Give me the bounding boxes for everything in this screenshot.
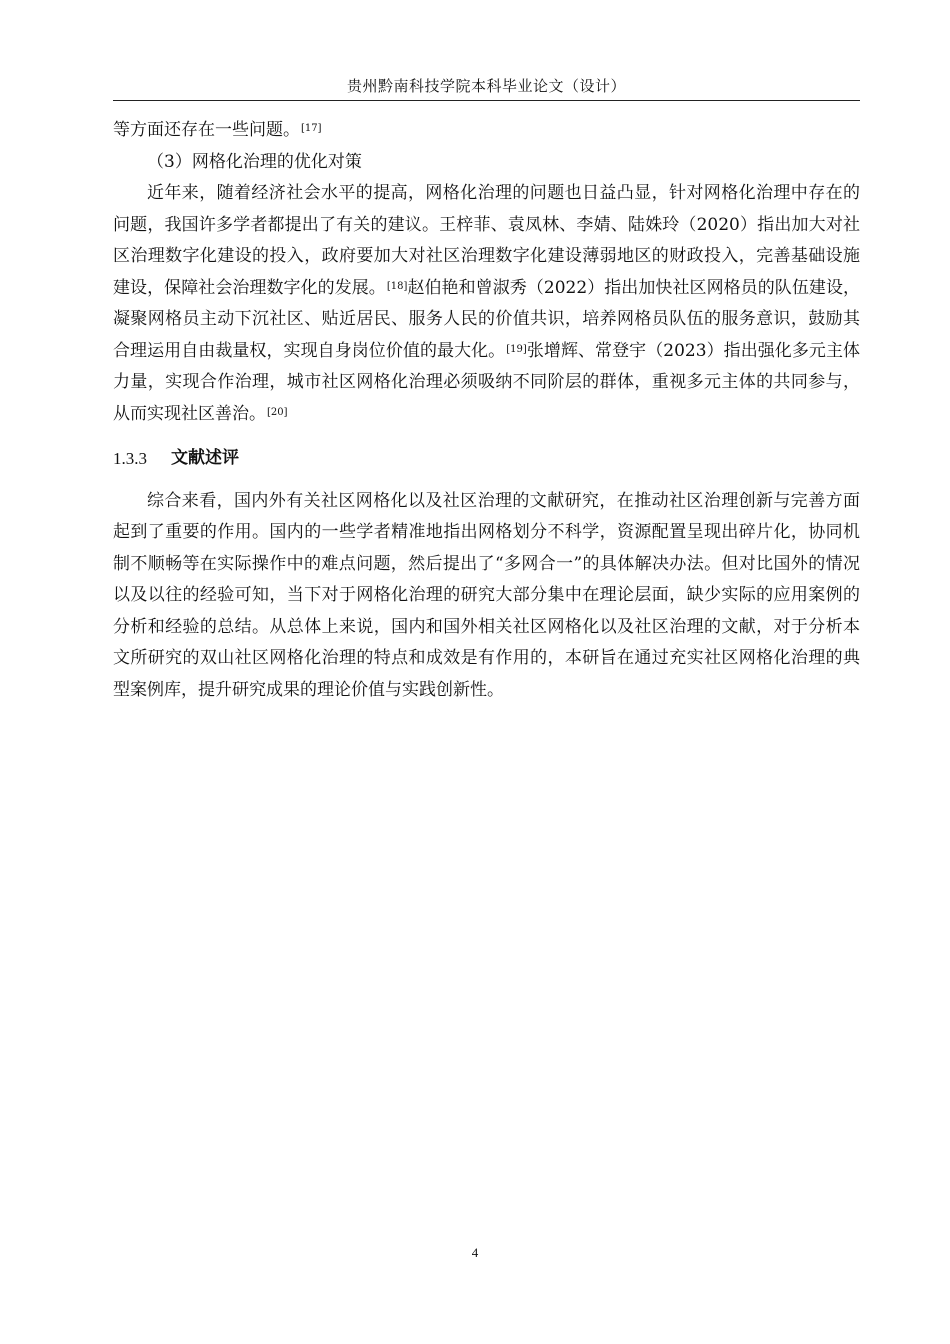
paragraph-optimization [113, 178, 860, 430]
paragraph-text-a: 近年来，随着经济社会水平的提高，网格化治理的问题也日益凸显，针对网格化治理中存在的问题，我国许多学者都提出了有关的建议。王梓菲、袁凤林、李婧、陆姝玲（2020）指出加大对社区治理数字化建设的投入，政府要加大对社区治理数字化建设薄弱地区的财政投入，完善基础设施建设，保障社会治理数字化的发展。 [113, 183, 860, 298]
subheading-text: （3）网格化治理的优化对策 [147, 151, 362, 172]
running-header [113, 74, 860, 101]
header-title: 贵州黔南科技学院本科毕业论文（设计） [346, 77, 626, 95]
citation-20: [20] [267, 406, 288, 418]
section-title: 文献述评 [171, 448, 239, 468]
citation-19: [19] [506, 343, 527, 355]
paragraph-text: 综合来看，国内外有关社区网格化以及社区治理的文献研究，在推动社区治理创新与完善方面起到了重要的作用。国内的一些学者精准地指出网格划分不科学，资源配置呈现出碎片化，协同机制不顺畅等在实际操作中的难点问题，然后提出了“多网合一”的具体解决办法。但对比国外的情况以及以往的经验可知，当下对于网格化治理的研究大部分集中在理论层面，缺少实际的应用案例的分析和经验的总结。从总体上来说，国内和国外相关社区网格化以及社区治理的文献，对于分析本文所研究的双山社区网格化治理的特点和成效是有作用的，本研旨在通过充实社区网格化治理的典型案例库，提升研究成果的理论价值与实践创新性。 [113, 490, 860, 700]
page-body [113, 115, 860, 706]
paragraph-text-c: 张增辉、常登宇（2023）指出强化多元主体力量，实现合作治理，城市社区网格化治理必须吸纳不同阶层的群体，重视多元主体的共同参与，从而实现社区善治。 [113, 340, 861, 424]
paragraph-literature-review [113, 486, 860, 707]
citation-18: [18] [386, 280, 408, 292]
section-number: 1.3.3 [113, 449, 147, 468]
section-heading [113, 443, 860, 475]
paragraph-continuation [113, 115, 860, 147]
subheading-optimization [113, 147, 860, 179]
citation-17: [17] [301, 123, 322, 134]
page-number: 4 [471, 1245, 479, 1260]
paragraph-text-b: 赵伯艳和曾淑秀（2022）指出加快社区网格员的队伍建设，凝聚网格员主动下沉社区、贴近居民、服务人民的价值共识，培养网格员队伍的服务意识，鼓励其合理运用自由裁量权，实现自身岗位价值的最大化。 [113, 277, 860, 361]
paragraph-text: 等方面还存在一些问题。 [113, 120, 300, 140]
